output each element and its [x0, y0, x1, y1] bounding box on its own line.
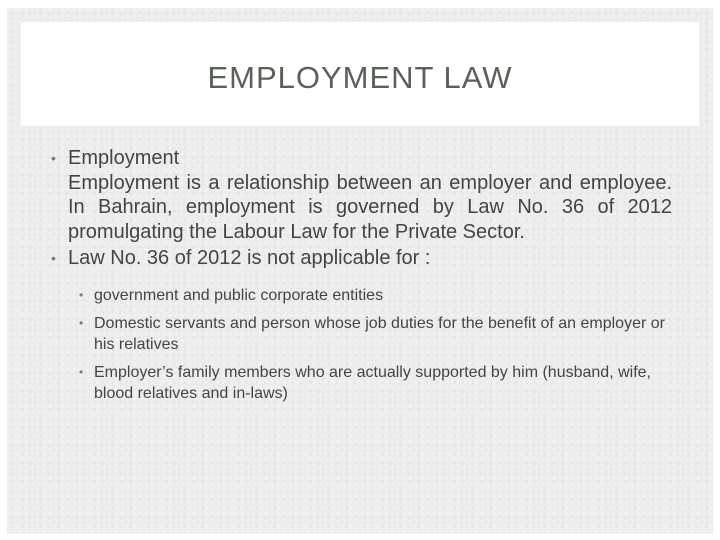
title-box: [21, 22, 699, 126]
sub-bullet-item: [7, 313, 678, 355]
sub-bullet-item: [7, 362, 678, 404]
sub-bullet-item: [7, 285, 678, 306]
bullet-icon: •: [79, 315, 84, 330]
slide-title: EMPLOYMENT LAW: [207, 60, 513, 95]
bullet-icon: •: [79, 364, 84, 379]
bullet-law-applicability: [7, 246, 672, 271]
slide: [7, 8, 713, 534]
sub-bullet-text: Domestic servants and person whose job duties for the benefit of an employer or his relatives: [94, 314, 665, 353]
bullet-icon: •: [79, 287, 84, 302]
sub-bullet-list: [7, 285, 713, 404]
sub-bullet-text: government and public corporate entities: [94, 286, 384, 304]
bullet-heading: Employment: [68, 147, 180, 169]
bullet-employment: [7, 146, 672, 171]
bullet-icon: •: [51, 150, 56, 166]
bullet-icon: •: [51, 250, 56, 266]
sub-bullet-text: Employer’s family members who are actually supported by him (husband, wife, blood relatives and in-laws): [94, 363, 651, 402]
employment-paragraph: Employment is a relationship between an employer and employee. In Bahrain, employment is governed by Law No. 36 of 2012 promulgating the Labour Law for the Private Sector.: [68, 171, 672, 243]
slide-content: [7, 146, 713, 411]
bullet-heading: Law No. 36 of 2012 is not applicable for :: [68, 247, 431, 269]
